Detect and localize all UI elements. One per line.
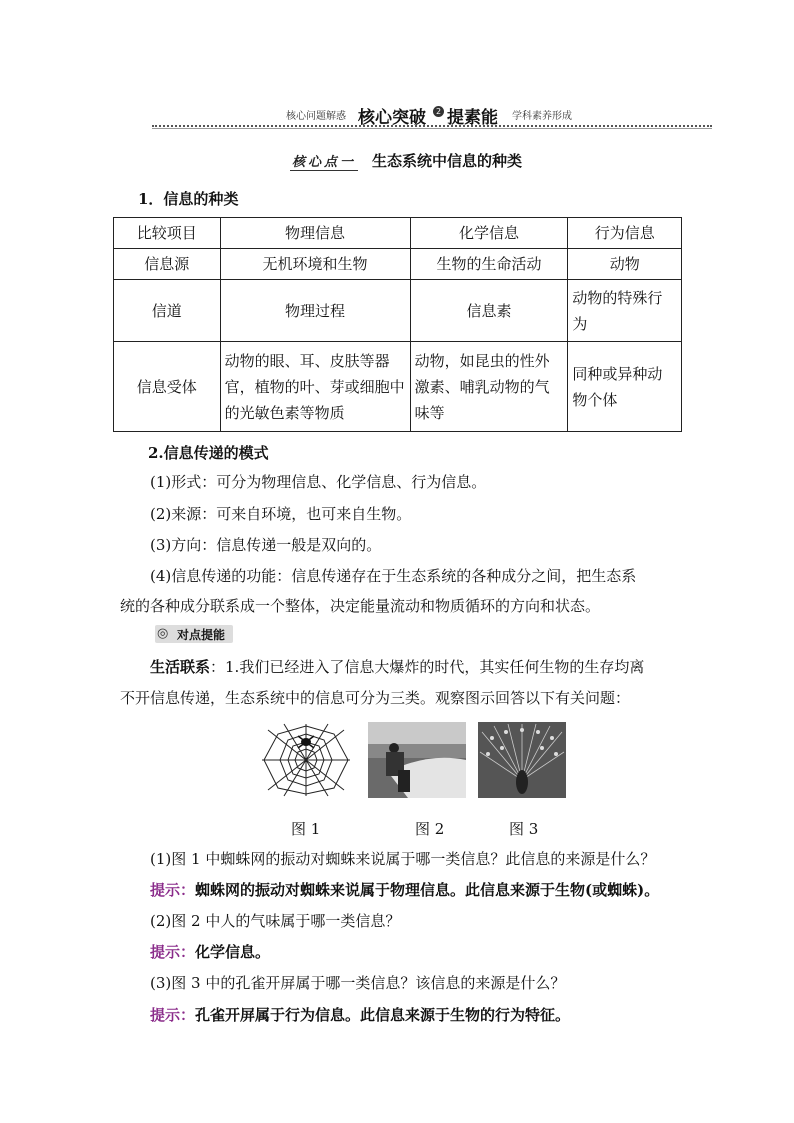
spider-web-figure (258, 722, 354, 798)
key-point-tag: 核心点一 (290, 151, 358, 171)
table-cell: 无机环境和生物 (220, 249, 410, 280)
table-cell: 信息素 (410, 280, 568, 342)
life-connection-line1 (150, 657, 644, 677)
table-row (114, 342, 682, 432)
info-types-table (113, 217, 682, 432)
table-cell: 物理过程 (220, 280, 410, 342)
key-point-title: 生态系统中信息的种类 (372, 152, 523, 170)
table-row (114, 249, 682, 280)
page-header (160, 103, 712, 128)
badge-label: 对点提能 (177, 628, 226, 642)
table-cell: 动物的眼、耳、皮肤等器官，植物的叶、芽或细胞中的光敏色素等物质 (220, 342, 410, 432)
header-left-text: 核心问题解惑 (286, 111, 346, 122)
header-divider-line (152, 128, 712, 129)
answer (150, 880, 659, 900)
figure-1-caption: 图 1 (291, 820, 321, 838)
mode-line: (1)形式：可分为物理信息、化学信息、行为信息。 (150, 473, 487, 491)
table-header-cell: 行为信息 (568, 218, 682, 249)
table-header-cell: 化学信息 (410, 218, 568, 249)
mode-line: (3)方向：信息传递一般是双向的。 (150, 536, 382, 554)
practice-badge (155, 625, 233, 643)
table-header-row (114, 218, 682, 249)
mode-line: (2)来源：可来自环境，也可来自生物。 (150, 505, 412, 523)
answer (150, 1005, 570, 1025)
header-circle-number: 2 (433, 106, 444, 117)
key-point-heading (290, 150, 522, 170)
peacock-figure (478, 722, 566, 798)
hint-label: 提示： (150, 943, 196, 961)
table-cell: 动物，如昆虫的性外激素、哺乳动物的气味等 (410, 342, 568, 432)
question: (3)图 3 中的孔雀开屏属于哪一类信息？该信息的来源是什么？ (150, 974, 566, 992)
header-right-text: 学科素养形成 (512, 111, 572, 122)
header-main-a: 核心突破 (358, 108, 426, 128)
header-main-b: 提素能 (447, 108, 498, 128)
header-divider (152, 125, 712, 127)
answer (150, 942, 270, 962)
life-connection-line2: 不开信息传递，生态系统中的信息可分为三类。观察图示回答以下有关问题： (120, 689, 631, 707)
table-cell: 动物 (568, 249, 682, 280)
section-2-heading: 2.信息传递的模式 (148, 444, 269, 462)
answer-text: 化学信息。 (195, 943, 271, 961)
table-header-cell: 比较项目 (114, 218, 221, 249)
mode-line: (4)信息传递的功能：信息传递存在于生态系统的各种成分之间，把生态系 (150, 567, 637, 585)
table-cell: 生物的生命活动 (410, 249, 568, 280)
table-cell: 同种或异种动物个体 (568, 342, 682, 432)
person-odor-figure (368, 722, 466, 798)
mode-line: 统的各种成分联系成一个整体，决定能量流动和物质循环的方向和状态。 (120, 597, 601, 615)
answer-text: 蜘蛛网的振动对蜘蛛来说属于物理信息。此信息来源于生物(或蜘蛛)。 (195, 881, 660, 899)
question: (1)图 1 中蜘蛛网的振动对蜘蛛来说属于哪一类信息？此信息的来源是什么？ (150, 850, 656, 868)
figure-2-caption: 图 2 (415, 820, 445, 838)
life-connection-label: 生活联系 (150, 658, 211, 676)
life-connection-text: ：1.我们已经进入了信息大爆炸的时代，其实任何生物的生存均离 (210, 658, 645, 676)
hint-label: 提示： (150, 1006, 196, 1024)
figure-3-caption: 图 3 (509, 820, 539, 838)
question: (2)图 2 中人的气味属于哪一类信息？ (150, 912, 401, 930)
table-row (114, 280, 682, 342)
table-cell: 信道 (114, 280, 221, 342)
table-cell: 动物的特殊行为 (568, 280, 682, 342)
table-header-cell: 物理信息 (220, 218, 410, 249)
section-1-heading: 1．信息的种类 (138, 190, 239, 208)
swirl-icon: ◎ (157, 626, 169, 641)
table-cell: 信息受体 (114, 342, 221, 432)
hint-label: 提示： (150, 881, 196, 899)
answer-text: 孔雀开屏属于行为信息。此信息来源于生物的行为特征。 (195, 1006, 571, 1024)
table-cell: 信息源 (114, 249, 221, 280)
